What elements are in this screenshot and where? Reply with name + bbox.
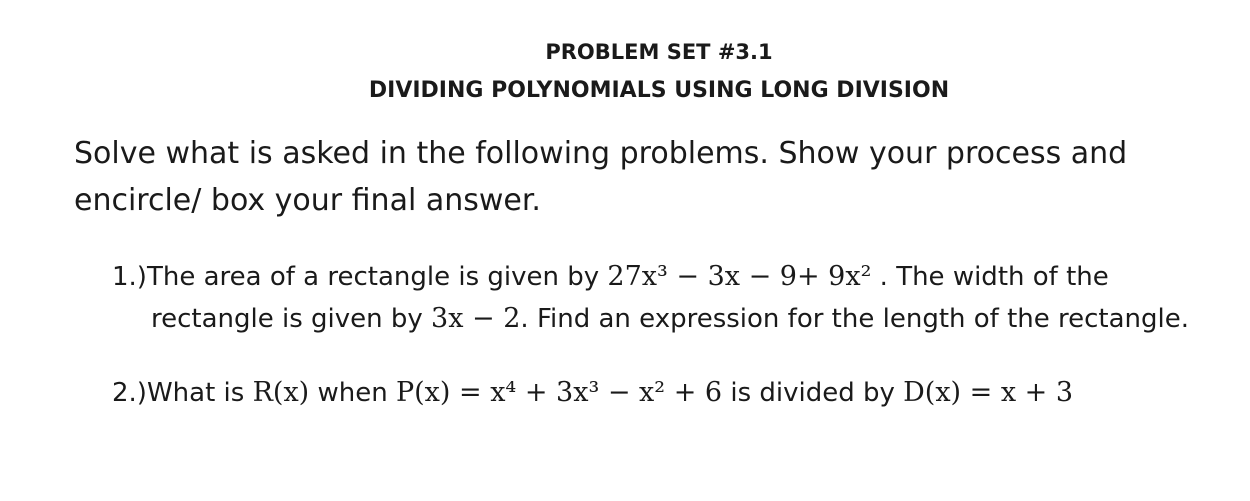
problem-2-divisor-expression: D(x) = x + 3 <box>903 377 1074 408</box>
problem-1-width-expression: 3x − 2 <box>431 303 521 334</box>
problem-2-text-before: What is <box>146 378 253 408</box>
problem-2-remainder-expression: R(x) <box>252 377 310 408</box>
instructions-text: Solve what is asked in the following problems. Show your process and encircle/ box your final answer. <box>74 136 1128 218</box>
problem-2-text-middle2: is divided by <box>722 378 904 408</box>
problem-2-number: 2.) <box>112 378 147 408</box>
problem-set-title: PROBLEM SET #3.1 <box>545 40 773 64</box>
problem-2-dividend-expression: P(x) = x⁴ + 3x³ − x² + 6 <box>395 377 723 408</box>
problem-2 <box>112 372 1073 414</box>
problem-1-text-middle: . The width of the <box>871 262 1109 292</box>
problem-set-subtitle: DIVIDING POLYNOMIALS USING LONG DIVISION <box>368 78 950 103</box>
problem-1-text-after: . Find an expression for the length of the rectangle. <box>520 304 1190 334</box>
problem-1-area-expression: 27x³ − 3x − 9+ 9x² <box>607 261 872 292</box>
problem-2-text-middle: when <box>309 378 396 408</box>
problem-1-line2-before: rectangle is given by <box>151 304 432 334</box>
problem-1-line-2 <box>151 298 1189 340</box>
problem-1-line-1 <box>112 256 1109 298</box>
problem-1-number: 1.) <box>112 262 147 292</box>
problem-1-text-before: The area of a rectangle is given by <box>146 262 608 292</box>
